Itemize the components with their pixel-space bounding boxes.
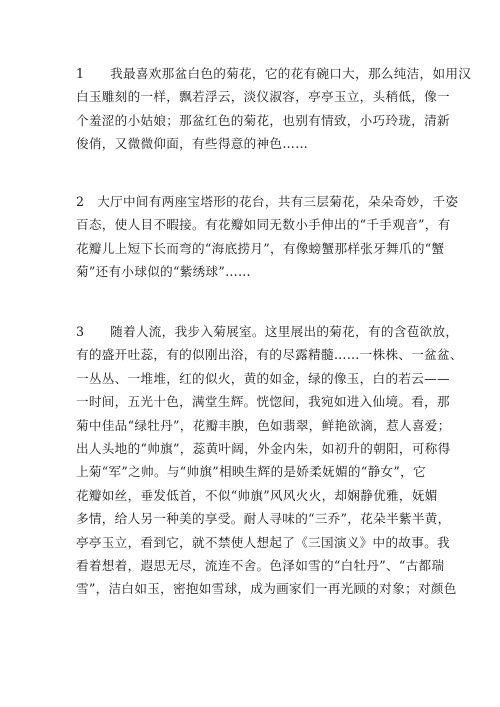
paragraph-2 [76, 190, 459, 284]
text-line: 花瓣如丝，垂发低首，不似“帅旗”风风火火，却娴静优雅，妩媚 [76, 487, 438, 503]
text-line: 出人头地的“帅旗”，蕊黄叶阔，外金内朱，如初升的朝阳，可称得 [76, 440, 451, 456]
text-line: 2 大厅中间有两座宝塔形的花台，共有三层菊花，朵朵奇妙，千姿 [76, 194, 459, 209]
paragraph-3 [76, 320, 463, 601]
text-line: 雪”，洁白如玉，密抱如雪球，成为画家们一再光顾的对象；对颜色 [76, 581, 457, 597]
paragraph-1 [76, 62, 472, 156]
text-line: 有的盛开吐蕊，有的似刚出浴，有的尽露精髓……一株株、一盆盆、 [76, 347, 463, 363]
text-line: 1 我最喜欢那盆白色的菊花，它的花有碗口大，那么纯洁，如用汉 [76, 66, 472, 81]
text-line: 看着想着，遐思无尽，流连不舍。色泽如雪的“白牡丹”、“古都瑞 [76, 557, 445, 573]
text-line: 菊中佳品“绿牡丹”，花瓣丰腴，色如翡翠，鲜艳欲滴，惹人喜爱； [76, 417, 451, 433]
text-line: 多情，给人另一种美的享受。耐人寻味的“三乔”，花朵半紫半黄， [76, 511, 451, 527]
text-line: 个羞涩的小姑娘；那盆红色的菊花，也别有情致，小巧玲珑，清新 [76, 112, 450, 128]
text-line: 上菊“军”之帅。与“帅旗”相映生辉的是娇柔妩媚的“静女”，它 [76, 464, 426, 480]
text-line: 花瓣儿上短下长而弯的“海底捞月”，有像螃蟹那样张牙舞爪的“蟹 [76, 240, 445, 256]
text-line: 亭亭玉立，看到它，就不禁使人想起了《三国演义》中的故事。我 [76, 534, 450, 550]
text-line: 一时间，五光十色，满堂生辉。恍惚间，我宛如进入仙境。看，那 [76, 394, 450, 410]
text-line: 一丛丛、一堆堆，红的似火，黄的如金，绿的像玉，白的若云—— [76, 370, 450, 386]
text-line: 3 随着人流，我步入菊展室。这里展出的菊花，有的含苞欲放， [76, 324, 459, 339]
text-line: 白玉雕刻的一样，飘若浮云，淡仪淑容，亭亭玉立，头稍低，像一 [76, 89, 450, 105]
text-line: 百态，使人目不暇接。有花瓣如同无数小手伸出的“千手观音”，有 [76, 217, 451, 233]
text-line: 菊”还有小球似的“紫绣球”…… [76, 264, 251, 280]
text-line: 俊俏，又微微仰面，有些得意的神色…… [76, 136, 309, 152]
